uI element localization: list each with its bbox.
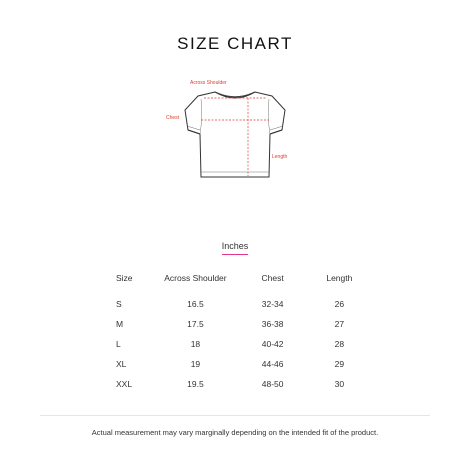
- cell-length: 29: [334, 359, 345, 369]
- size-table: [104, 268, 370, 394]
- cell-across-shoulder: 19: [190, 359, 201, 369]
- cell-length: 26: [334, 299, 345, 309]
- column-header-chest: Chest: [261, 273, 284, 283]
- cell-length: 27: [334, 319, 345, 329]
- across-shoulder-label: Across Shoulder: [190, 80, 227, 86]
- cell-across-shoulder: 19.5: [187, 379, 204, 389]
- cell-chest: 40-42: [261, 339, 284, 349]
- table-row: [104, 314, 370, 334]
- column-header-length: Length: [326, 273, 353, 283]
- cell-size: L: [116, 339, 121, 349]
- cell-length: 28: [334, 339, 345, 349]
- tshirt-illustration: [160, 72, 310, 192]
- tab-inches[interactable]: Inches: [222, 241, 249, 255]
- cell-length: 30: [334, 379, 345, 389]
- cell-across-shoulder: 16.5: [187, 299, 204, 309]
- page-title: SIZE CHART: [177, 34, 293, 53]
- table-row: [104, 354, 370, 374]
- column-header-across-shoulder: Across Shoulder: [164, 273, 227, 283]
- cell-chest: 44-46: [261, 359, 284, 369]
- table-row: [104, 374, 370, 394]
- cell-chest: 48-50: [261, 379, 284, 389]
- table-header-row: [104, 268, 370, 288]
- cell-size: XXL: [116, 379, 133, 389]
- divider: [40, 415, 430, 416]
- cell-chest: 36-38: [261, 319, 284, 329]
- table-row: [104, 294, 370, 314]
- unit-tab-container: [0, 236, 470, 255]
- cell-size: S: [116, 299, 122, 309]
- tshirt-outline: [185, 92, 285, 177]
- cell-chest: 32-34: [261, 299, 284, 309]
- chest-label: Chest: [166, 115, 180, 121]
- length-label: Length: [272, 154, 288, 160]
- tshirt-diagram: [160, 72, 310, 192]
- cell-across-shoulder: 18: [190, 339, 201, 349]
- disclaimer-note: Actual measurement may vary marginally depending on the intended fit of the product.: [91, 428, 379, 437]
- column-header-size: Size: [116, 273, 133, 283]
- cell-size: XL: [116, 359, 127, 369]
- cell-across-shoulder: 17.5: [187, 319, 204, 329]
- cell-size: M: [116, 319, 124, 329]
- table-row: [104, 334, 370, 354]
